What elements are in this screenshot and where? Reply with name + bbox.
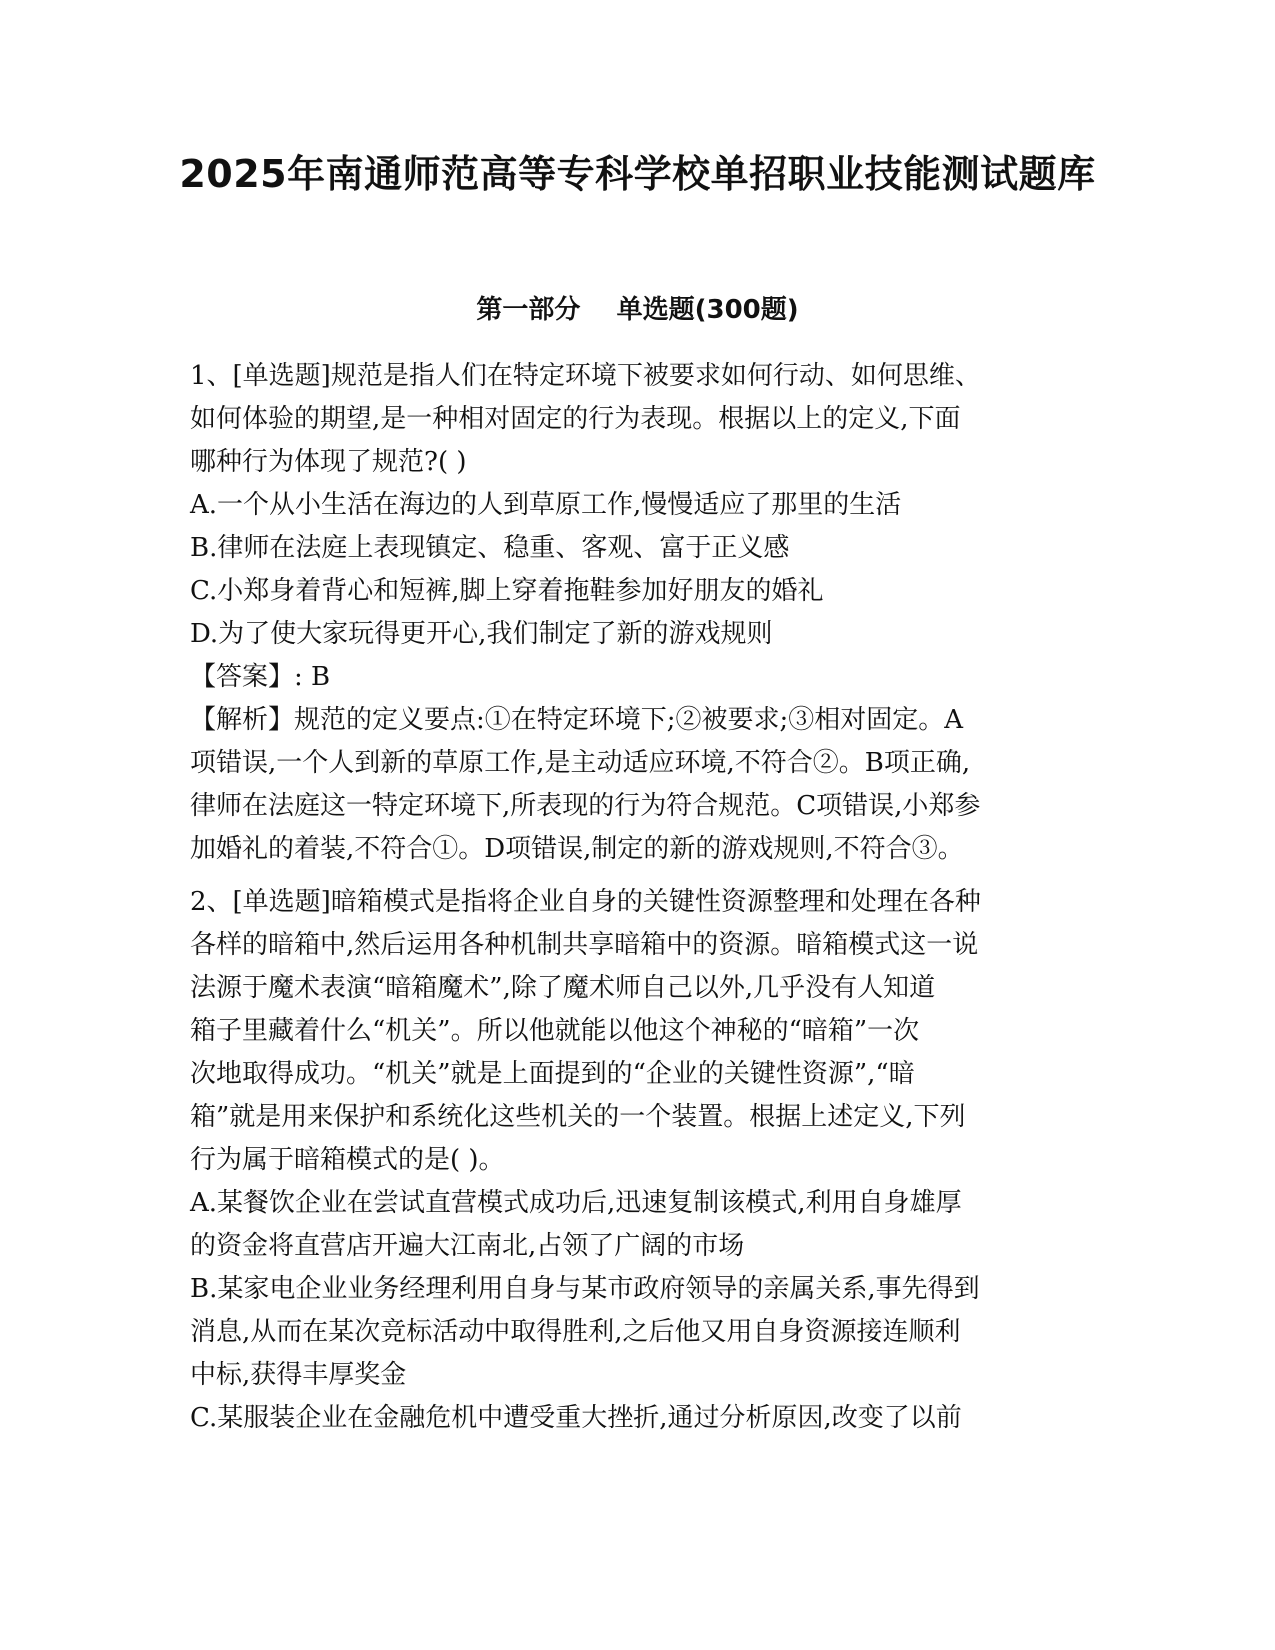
question-1 [190,355,1090,871]
question-stem-line: 箱子里藏着什么“机关”。所以他就能以他这个神秘的“暗箱”一次 [190,1016,920,1046]
question-stem-line: 次地取得成功。“机关”就是上面提到的“企业的关键性资源”,“暗 [190,1059,915,1089]
question-stem-line: 1、[单选题]规范是指人们在特定环境下被要求如何行动、如何思维、 [190,361,981,391]
document-title: 2025年南通师范高等专科学校单招职业技能测试题库 [179,152,1096,196]
option-b-continued: 中标,获得丰厚奖金 [190,1360,407,1390]
analysis-line: 加婚礼的着装,不符合①。D项错误,制定的新的游戏规则,不符合③。 [190,834,964,864]
option-a-continued: 的资金将直营店开遍大江南北,占领了广阔的市场 [190,1231,745,1261]
question-stem-line: 如何体验的期望,是一种相对固定的行为表现。根据以上的定义,下面 [190,404,961,434]
analysis-line: 【解析】规范的定义要点:①在特定环境下;②被要求;③相对固定。A [190,705,964,735]
question-stem-line: 哪种行为体现了规范?( ) [190,447,467,477]
section-label: 第一部分 [476,295,581,325]
document-body [190,355,1090,1440]
option-b: B.律师在法庭上表现镇定、稳重、客观、富于正义感 [190,533,790,563]
analysis-line: 律师在法庭这一特定环境下,所表现的行为符合规范。C项错误,小郑参 [190,791,981,821]
question-stem-line: 行为属于暗箱模式的是( )。 [190,1145,505,1175]
question-spacer [190,871,1090,881]
question-stem-line: 2、[单选题]暗箱模式是指将企业自身的关键性资源整理和处理在各种 [190,887,981,917]
option-b-continued: 消息,从而在某次竞标活动中取得胜利,之后他又用自身资源接连顺利 [190,1317,961,1347]
section-name: 单选题(300题) [616,295,799,325]
option-d: D.为了使大家玩得更开心,我们制定了新的游戏规则 [190,619,773,649]
section-heading [0,292,1275,328]
answer-label: 【答案】: [190,662,303,692]
option-a: A.某餐饮企业在尝试直营模式成功后,迅速复制该模式,利用自身雄厚 [190,1188,962,1218]
analysis-line: 项错误,一个人到新的草原工作,是主动适应环境,不符合②。B项正确, [190,748,971,778]
question-stem-line: 各样的暗箱中,然后运用各种机制共享暗箱中的资源。暗箱模式这一说 [190,930,979,960]
answer-line [190,656,1090,699]
option-c: C.某服装企业在金融危机中遭受重大挫折,通过分析原因,改变了以前 [190,1403,962,1433]
question-stem-line: 箱”就是用来保护和系统化这些机关的一个装置。根据上述定义,下列 [190,1102,966,1132]
answer-value: B [311,662,331,692]
question-stem-line: 法源于魔术表演“暗箱魔术”,除了魔术师自己以外,几乎没有人知道 [190,973,936,1003]
question-2 [190,881,1090,1440]
option-a: A.一个从小生活在海边的人到草原工作,慢慢适应了那里的生活 [190,490,902,520]
option-b: B.某家电企业业务经理利用自身与某市政府领导的亲属关系,事先得到 [190,1274,980,1304]
option-c: C.小郑身着背心和短裤,脚上穿着拖鞋参加好朋友的婚礼 [190,576,824,606]
